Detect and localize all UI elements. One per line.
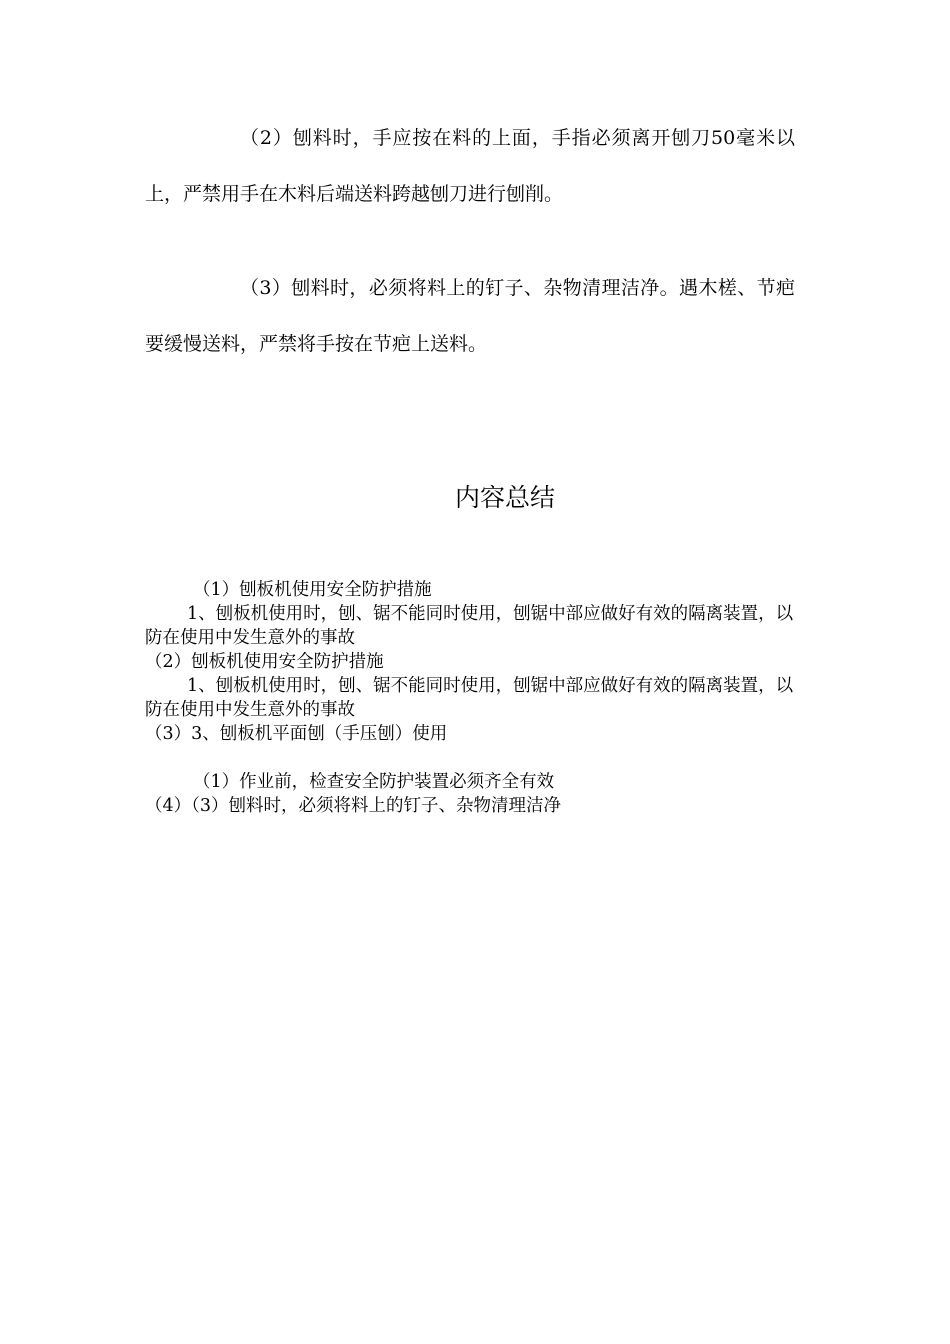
summary-line: （1）刨板机使用安全防护措施 — [193, 580, 432, 600]
summary-title: 内容总结 — [454, 483, 555, 512]
summary-line: （1）作业前，检查安全防护装置必须齐全有效 — [193, 772, 555, 792]
summary-line: 1、刨板机使用时，刨、锯不能同时使用，刨锯中部应做好有效的隔离装置，以防在使用中发生意外的事故 — [145, 676, 794, 720]
body-paragraph-3: （3）刨料时，必须将料上的钉子、杂物清理洁净。遇木槎、节疤要缓慢送料，严禁将手按在节疤上送料。 — [145, 277, 795, 355]
body-paragraph-2: （2）刨料时，手应按在料的上面，手指必须离开刨刀50毫米以上，严禁用手在木料后端送料跨越刨刀进行刨削。 — [145, 127, 795, 205]
summary-line: 1、刨板机使用时，刨、锯不能同时使用，刨锯中部应做好有效的隔离装置，以防在使用中发生意外的事故 — [145, 604, 794, 648]
summary-spacer — [145, 746, 805, 770]
summary-line: （2）刨板机使用安全防护措施 — [145, 652, 384, 672]
summary-block — [145, 578, 805, 818]
summary-line: （3）3、刨板机平面刨（手压刨）使用 — [145, 724, 448, 744]
summary-line: （4）（3）刨料时，必须将料上的钉子、杂物清理洁净 — [145, 796, 562, 816]
